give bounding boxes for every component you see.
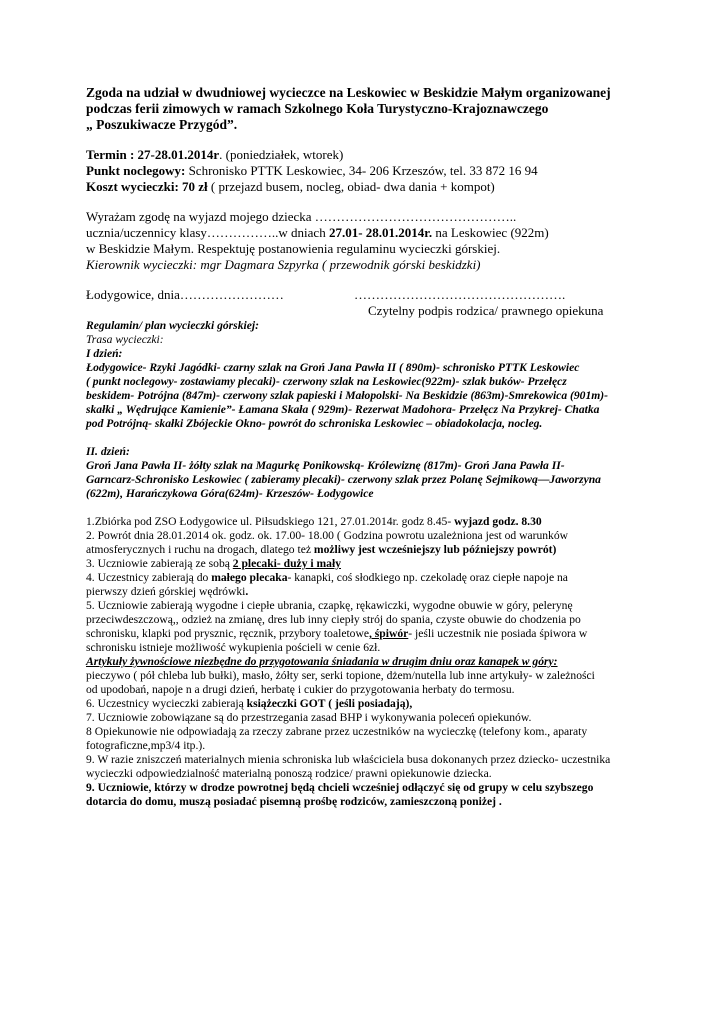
point-5-emphasis: , śpiwór [369,627,409,640]
koszt-line [86,179,666,195]
date-field: Łodygowice, dnia…………………… [86,287,284,302]
point-9-line-2: wycieczki odpowiedzialność materialną ponoszą rodzice/ prawni opiekunowie dziecka. [86,767,492,780]
koszt-value: ( przejazd busem, nocleg, obiad- dwa dania + kompot) [207,179,495,194]
point-4-line-2 [86,585,666,599]
day2-label: II. dzień: [86,445,130,458]
point-3-emphasis: 2 plecaki- duży i mały [232,557,341,570]
point-6-text: 6. Uczestnicy wycieczki zabierają [86,697,247,710]
point-5-text: schronisku, klapki pod prysznic, ręcznik, przybory toaletowe [86,627,369,640]
regulamin-heading: Regulamin/ plan wycieczki górskiej: [86,319,259,332]
point-7: 7. Uczniowie zobowiązane są do przestrzegania zasad BHP i wykonywania poleceń opiekunów. [86,711,532,724]
point-4-text: 4. Uczestnicy zabierają do [86,571,212,584]
point-1-departure: wyjazd godz. 8.30 [454,515,542,528]
signature-row [86,287,666,318]
document-title-line-2: podczas ferii zimowych w ramach Szkolnego Koła Turystyczno-Krajoznawczego [86,101,549,116]
termin-rest: . (poniedziałek, wtorek) [219,147,344,162]
point-2-text: atmosferycznych i ruchu na drogach, dlatego też [86,543,314,556]
point-8-line-2: fotograficzne,mp3/4 itp.). [86,739,206,752]
point-3 [86,557,666,571]
punkt-value: Schronisko PTTK Leskowiec, 34- 206 Krzeszów, tel. 33 872 16 94 [185,163,538,178]
day1-label: I dzień: [86,347,123,360]
point-9b-line-2: dotarcia do domu, muszą posiadać pisemną prośbę rodziców, zamieszczoną poniżej . [86,795,502,808]
point-4-line-1 [86,571,666,585]
point-5-line-2: przeciwdeszczową,, odzież na zmianę, dres lub inny ciepły strój do spania, czyste obuwie do chodzenia po [86,613,581,626]
point-2-line-1: 2. Powrót dnia 28.01.2014 ok. godz. ok. 17.00- 18.00 ( Godzina powrotu uzależniona jest od warunków [86,529,569,542]
point-6 [86,697,666,711]
point-8-line-1: 8 Opiekunowie nie odpowiadają za rzeczy zabrane przez uczestników na wycieczkę (telefony kom., aparaty [86,725,588,738]
consent-line-1: Wyrażam zgodę na wyjazd mojego dziecka ……………………………………….. [86,209,517,224]
consent-class-text: ucznia/uczennicy klasy……………..w dniach [86,225,329,240]
termin-label: Termin : 27-28.01.2014r [86,147,220,162]
day1-route-line: pod Potrójną- skałki Zbójeckie Okno- powrót do schroniska Leskowiec – obiadokolacja, nocleg. [86,417,543,430]
document-title-line-3: „ Poszukiwacze Przygód”. [86,117,238,132]
punkt-noclegowy-line [86,163,666,179]
consent-line-2 [86,225,666,241]
point-9b-line-1: 9. Uczniowie, którzy w drodze powrotnej będą chcieli wcześniej odłączyć się od grupy w celu szybszego [86,781,594,794]
day2-route-line: Garncarz-Schronisko Leskowiec ( zabieramy plecaki)- czerwony szlak przez Polanę Sejmikową—Jaworzyna [86,473,601,486]
day2-route-line: (622m), Harańczykowa Góra(624m)- Krzeszów- Łodygowice [86,487,374,500]
point-4-rest: - kanapki, coś słodkiego np. czekoladę oraz ciepłe napoje na [287,571,568,584]
point-1 [86,515,666,529]
point-9-line-1: 9. W razie zniszczeń materialnych mienia schroniska lub właściciela busa dokonanych przez dziecko- uczestnika [86,753,611,766]
point-2-emphasis: możliwy jest wcześniejszy lub późniejszy powrót) [313,543,557,556]
point-5-line-3 [86,627,666,641]
point-5-line-4: schronisku istnieje możliwość wykupienia pościeli w cenie 6zł. [86,641,381,654]
trasa-label: Trasa wycieczki: [86,333,164,346]
point-3-text: 3. Uczniowie zabierają ze sobą [86,557,233,570]
point-1-text: 1.Zbiórka pod ZSO Łodygowice ul. Piłsudskiego 121, 27.01.2014r. godz 8.45- [86,515,455,528]
signature-field: …………………………………………. [354,287,566,302]
consent-destination: na Leskowiec (922m) [432,225,549,240]
termin-line [86,147,666,163]
food-line-2: od upodobań, napoje n a drugi dzień, herbatę i cukier do przygotowania herbaty do termosu. [86,683,515,696]
document-page [86,85,666,809]
day2-route-line: Groń Jana Pawła II- żółty szlak na Magurkę Ponikowską- Królewiznę (817m)- Groń Jana Pawła II- [86,459,565,472]
consent-line-3: w Beskidzie Małym. Respektuję postanowienia regulaminu wycieczki górskiej. [86,241,501,256]
food-line-1: pieczywo ( pół chleba lub bułki), masło, żółty ser, serki topione, dżem/nutella lub inne artykuły- w zależności [86,669,595,682]
point-5-rest: - jeśli uczestnik nie posiada śpiwora w [408,627,588,640]
kierownik-line: Kierownik wycieczki: mgr Dagmara Szpyrka ( przewodnik górski beskidzki) [86,257,481,272]
day1-route-line: skałki „ Wędrujące Kamienie”- Łamana Skała ( 929m)- Rezerwat Madohora- Przełęcz Na Przykrej- Chatka [86,403,600,416]
document-title-line-1: Zgoda na udział w dwudniowej wycieczce na Leskowiec w Beskidzie Małym organizowanej [86,85,611,100]
point-2-line-2 [86,543,666,557]
consent-dates: 27.01- 28.01.2014r. [328,225,433,240]
point-5-line-1: 5. Uczniowie zabierają wygodne i ciepłe ubrania, czapkę, rękawiczki, wygodne obuwie w góry, pelerynę [86,599,573,612]
point-4-cont: pierwszy dzień górskiej wędrówki [86,585,246,598]
koszt-label: Koszt wycieczki: 70 zł [86,179,208,194]
day1-route-line: ( punkt noclegowy- zostawiamy plecaki)- czerwony szlak na Leskowiec(922m)- szlak buków- Przełęcz [86,375,567,388]
signature-caption: Czytelny podpis rodzica/ prawnego opiekuna [368,303,604,318]
point-4-emphasis: małego plecaka [211,571,288,584]
day1-route-line: Łodygowice- Rzyki Jagódki- czarny szlak na Groń Jana Pawła II ( 890m)- schronisko PTTK Leskowiec [86,361,580,374]
day1-route-line: beskidem- Potrójna (847m)- czerwony szlak papieski i Małopolski- Na Beskidzie (863m)-Smrekowica (901m)- [86,389,609,402]
point-6-emphasis: książeczki GOT ( jeśli posiadają), [246,697,413,710]
food-heading: Artykuły żywnościowe niezbędne do przygotowania śniadania w drugim dniu oraz kanapek w góry: [86,655,558,668]
punkt-label: Punkt noclegowy: [86,163,186,178]
point-4-dot: . [245,585,249,598]
